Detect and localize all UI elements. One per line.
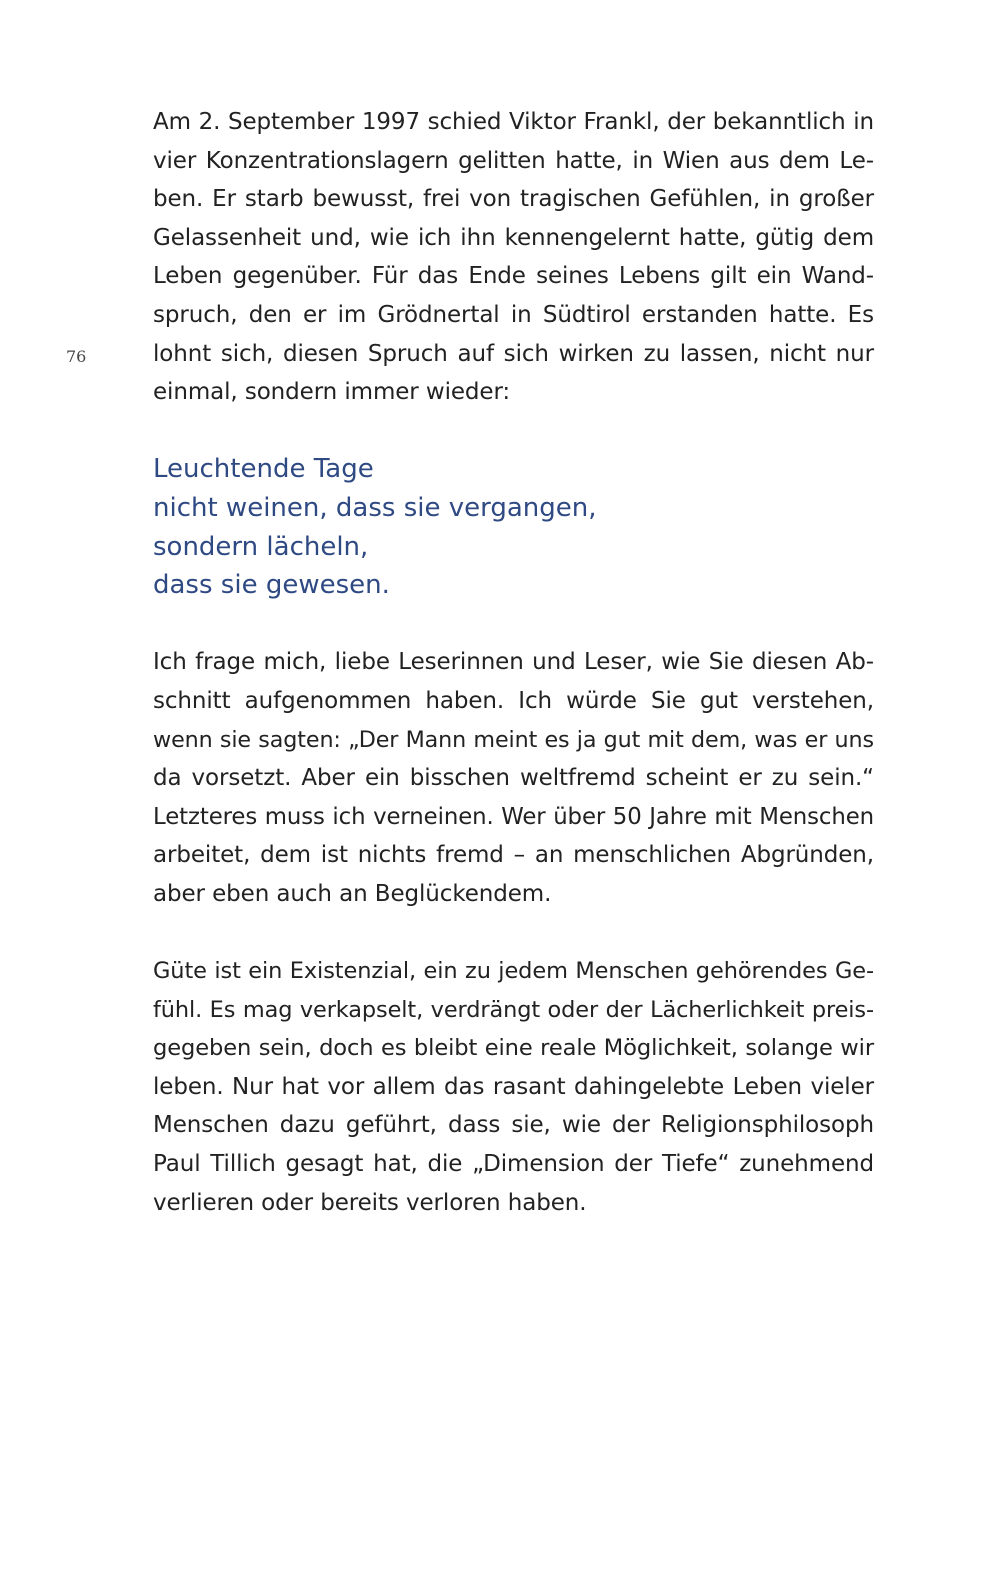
text-line: einmal, sondern immer wieder: xyxy=(153,379,511,406)
paragraph-intro xyxy=(153,103,874,412)
text-column xyxy=(153,103,874,1222)
text-line: fühl. Es mag verkapselt, verdrängt oder der Lächerlichkeit preis- xyxy=(153,996,874,1023)
text-line: schnitt aufgenommen haben. Ich würde Sie gut verstehen, xyxy=(153,687,874,714)
text-line: gegeben sein, doch es bleibt eine reale Möglichkeit, solange wir xyxy=(153,1035,874,1062)
text-line: Letzteres muss ich verneinen. Wer über 50 Jahre mit Menschen xyxy=(153,803,874,830)
quote-line: nicht weinen, dass sie vergangen, xyxy=(153,492,597,523)
text-line: Menschen dazu geführt, dass sie, wie der Religionsphilosoph xyxy=(153,1112,874,1139)
text-line: verlieren oder bereits verloren haben. xyxy=(153,1189,587,1216)
text-line: Güte ist ein Existenzial, ein zu jedem Menschen gehörendes Ge- xyxy=(153,958,874,985)
quote-line: dass sie gewesen. xyxy=(153,570,390,601)
text-line: Am 2. September 1997 schied Viktor Frankl, der bekanntlich in xyxy=(153,109,874,135)
text-line: ben. Er starb bewusst, frei von tragischen Gefühlen, in großer xyxy=(153,186,874,213)
text-line: arbeitet, dem ist nichts fremd – an menschlichen Abgründen, xyxy=(153,842,874,869)
paragraph-goodness xyxy=(153,952,874,1222)
quote-line: Leuchtende Tage xyxy=(153,454,374,485)
text-line: lohnt sich, diesen Spruch auf sich wirken zu lassen, nicht nur xyxy=(153,340,874,367)
text-line: aber eben auch an Beglückendem. xyxy=(153,880,552,907)
text-line: Leben gegenüber. Für das Ende seines Lebens gilt ein Wand- xyxy=(153,263,874,290)
text-line: vier Konzentrationslagern gelitten hatte, in Wien aus dem Le- xyxy=(153,147,874,174)
text-line: Ich frage mich, liebe Leserinnen und Leser, wie Sie diesen Ab- xyxy=(153,649,874,676)
paragraph-readers xyxy=(153,643,874,913)
text-line: spruch, den er im Grödnertal in Südtirol erstanden hatte. Es xyxy=(153,301,874,328)
text-line: da vorsetzt. Aber ein bisschen weltfremd scheint er zu sein.“ xyxy=(153,765,874,792)
page-number: 76 xyxy=(66,347,87,366)
text-line: leben. Nur hat vor allem das rasant dahingelebte Leben vieler xyxy=(153,1073,874,1100)
text-line: Paul Tillich gesagt hat, die „Dimension der Tiefe“ zunehmend xyxy=(153,1151,874,1178)
quote-line: sondern lächeln, xyxy=(153,531,369,562)
text-line: Gelassenheit und, wie ich ihn kennengelernt hatte, gütig dem xyxy=(153,224,874,251)
quote-block xyxy=(153,450,874,604)
text-line: wenn sie sagten: „Der Mann meint es ja gut mit dem, was er uns xyxy=(153,726,874,753)
